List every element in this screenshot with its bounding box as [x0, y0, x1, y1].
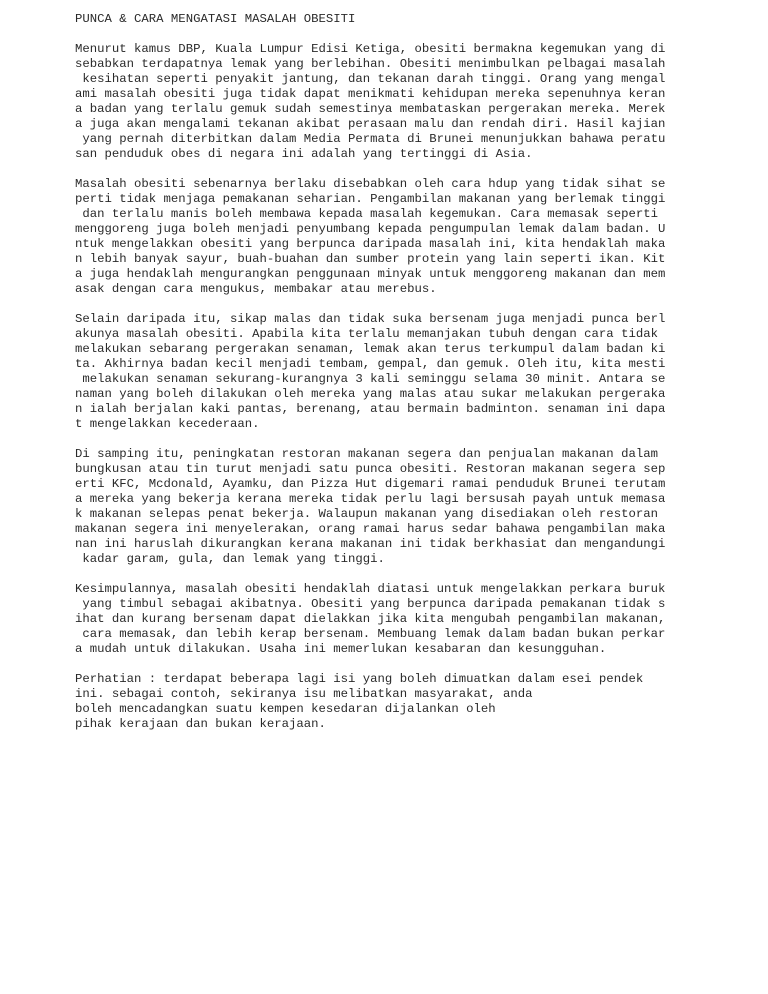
text-line: nan ini haruslah dikurangkan kerana makanan ini tidak berkhasiat dan mengandungi — [75, 537, 666, 551]
text-line: erti KFC, Mcdonald, Ayamku, dan Pizza Hut digemari ramai penduduk Brunei terutam — [75, 477, 666, 491]
text-line: yang pernah diterbitkan dalam Media Permata di Brunei menunjukkan bahawa peratu — [75, 132, 666, 146]
paragraph-4 — [75, 447, 755, 567]
text-line: a mudah untuk dilakukan. Usaha ini memerlukan kesabaran dan kesungguhan. — [75, 642, 607, 656]
paragraph-3 — [75, 312, 755, 432]
text-line: menggoreng juga boleh menjadi penyumbang kepada pengumpulan lemak dalam badan. U — [75, 222, 666, 236]
text-line: cara memasak, dan lebih kerap bersenam. Membuang lemak dalam badan bukan perkar — [75, 627, 666, 641]
text-line: yang timbul sebagai akibatnya. Obesiti yang berpunca daripada pemakanan tidak s — [75, 597, 666, 611]
text-line: n lebih banyak sayur, buah-buahan dan sumber protein yang lain seperti ikan. Kit — [75, 252, 666, 266]
text-line: melakukan senaman sekurang-kurangnya 3 kali seminggu selama 30 minit. Antara se — [75, 372, 666, 386]
document-page — [75, 12, 755, 747]
text-line: ini. sebagai contoh, sekiranya isu melibatkan masyarakat, anda — [75, 687, 533, 701]
text-line: t mengelakkan kecederaan. — [75, 417, 260, 431]
text-line: Selain daripada itu, sikap malas dan tidak suka bersenam juga menjadi punca berl — [75, 312, 666, 326]
text-line: pihak kerajaan dan bukan kerajaan. — [75, 717, 326, 731]
text-line: ta. Akhirnya badan kecil menjadi tembam, gempal, dan gemuk. Oleh itu, kita mesti — [75, 357, 666, 371]
text-line: bungkusan atau tin turut menjadi satu punca obesiti. Restoran makanan segera sep — [75, 462, 666, 476]
text-line: Di samping itu, peningkatan restoran makanan segera dan penjualan makanan dalam — [75, 447, 658, 461]
text-line: melakukan sebarang pergerakan senaman, lemak akan terus terkumpul dalam badan ki — [75, 342, 666, 356]
text-line: naman yang boleh dilakukan oleh mereka yang malas atau sukar melakukan pergeraka — [75, 387, 666, 401]
paragraph-2 — [75, 177, 755, 297]
paragraph-5 — [75, 582, 755, 657]
text-line: akunya masalah obesiti. Apabila kita terlalu memanjakan tubuh dengan cara tidak — [75, 327, 658, 341]
paragraph-note — [75, 672, 755, 732]
text-line: Kesimpulannya, masalah obesiti hendaklah diatasi untuk mengelakkan perkara buruk — [75, 582, 666, 596]
text-line: n ialah berjalan kaki pantas, berenang, atau bermain badminton. senaman ini dapa — [75, 402, 666, 416]
text-line: k makanan selepas penat bekerja. Walaupun makanan yang disediakan oleh restoran — [75, 507, 658, 521]
text-line: sebabkan terdapatnya lemak yang berlebihan. Obesiti menimbulkan pelbagai masalah — [75, 57, 666, 71]
text-line: ihat dan kurang bersenam dapat dielakkan jika kita mengubah pengambilan makanan, — [75, 612, 666, 626]
text-line: Masalah obesiti sebenarnya berlaku disebabkan oleh cara hdup yang tidak sihat se — [75, 177, 666, 191]
paragraph-1 — [75, 42, 755, 162]
text-line: kadar garam, gula, dan lemak yang tinggi. — [75, 552, 385, 566]
text-line: ntuk mengelakkan obesiti yang berpunca daripada masalah ini, kita hendaklah maka — [75, 237, 666, 251]
text-line: Menurut kamus DBP, Kuala Lumpur Edisi Ketiga, obesiti bermakna kegemukan yang di — [75, 42, 666, 56]
document-title: PUNCA & CARA MENGATASI MASALAH OBESITI — [75, 12, 356, 26]
text-line: perti tidak menjaga pemakanan seharian. Pengambilan makanan yang berlemak tinggi — [75, 192, 666, 206]
text-line: kesihatan seperti penyakit jantung, dan tekanan darah tinggi. Orang yang mengal — [75, 72, 666, 86]
text-line: boleh mencadangkan suatu kempen kesedaran dijalankan oleh — [75, 702, 496, 716]
text-line: a badan yang terlalu gemuk sudah semestinya membataskan pergerakan mereka. Merek — [75, 102, 666, 116]
text-line: a juga hendaklah mengurangkan penggunaan minyak untuk menggoreng makanan dan mem — [75, 267, 666, 281]
text-line: dan terlalu manis boleh membawa kepada masalah kegemukan. Cara memasak seperti — [75, 207, 658, 221]
text-line: asak dengan cara mengukus, membakar atau merebus. — [75, 282, 437, 296]
text-line: ami masalah obesiti juga tidak dapat menikmati kehidupan mereka sepenuhnya keran — [75, 87, 666, 101]
text-line: san penduduk obes di negara ini adalah yang tertinggi di Asia. — [75, 147, 533, 161]
text-line: a mereka yang bekerja kerana mereka tidak perlu lagi bersusah payah untuk memasa — [75, 492, 666, 506]
text-line: makanan segera ini menyelerakan, orang ramai harus sedar bahawa pengambilan maka — [75, 522, 666, 536]
text-line: Perhatian : terdapat beberapa lagi isi yang boleh dimuatkan dalam esei pendek — [75, 672, 644, 686]
text-line: a juga akan mengalami tekanan akibat perasaan malu dan rendah diri. Hasil kajian — [75, 117, 666, 131]
